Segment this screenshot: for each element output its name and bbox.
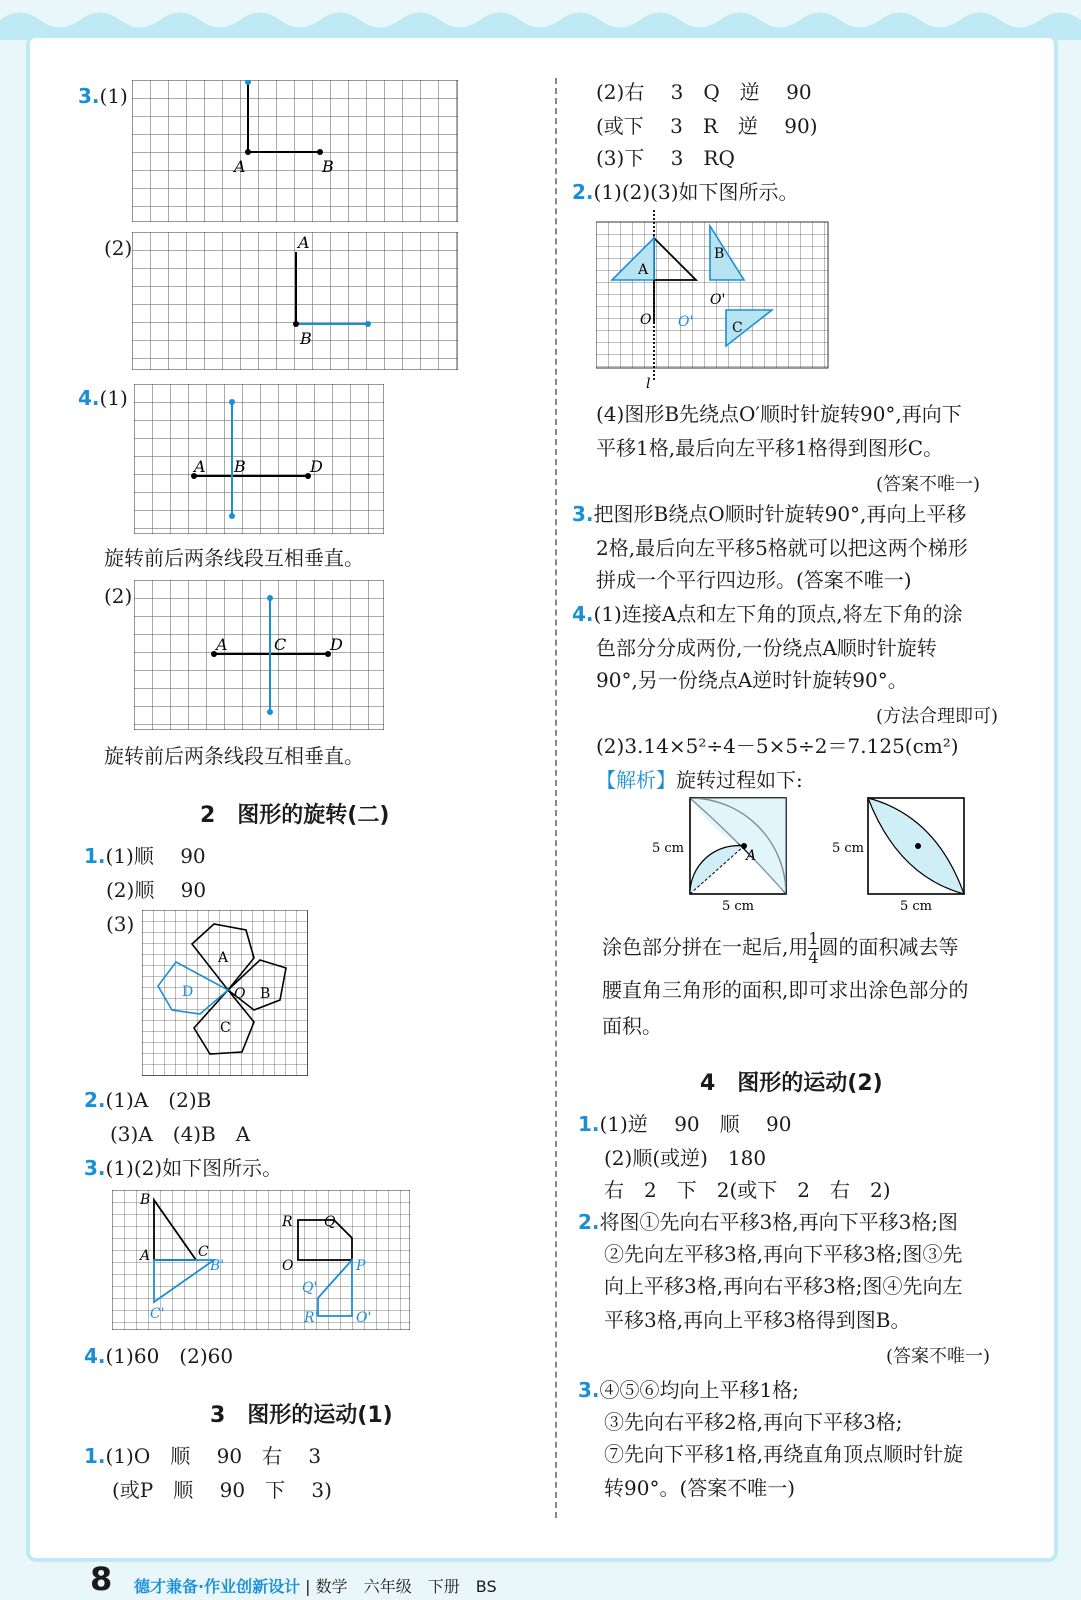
right-q2-l1: 2.(1)(2)(3)如下图所示。 — [572, 180, 799, 204]
top-wave-border — [0, 0, 1081, 40]
right-q4-note: (方法合理即可) — [876, 706, 999, 727]
right-q4-e1: 涂色部分拼在一起后,用 $\frac{1}{4}$ 圆的面积减去等 — [602, 929, 959, 967]
shape-a-label: A — [218, 950, 229, 966]
section-2-title: 2 图形的旋转(二) — [200, 803, 390, 828]
left-q3-grid2 — [132, 232, 458, 370]
dim-left-1: 5 cm — [652, 841, 685, 856]
sec4-q2-l1: 2.将图①先向右平移3格,再向下平移3格;图 — [578, 1210, 959, 1234]
sec2-q1-l3: (3) — [106, 912, 135, 936]
sec4-q3-l2: ③先向右平移2格,再向下平移3格; — [604, 1410, 903, 1434]
sec2-q1-l1: 1.(1)顺 90 — [84, 844, 206, 868]
shape-c: C — [732, 320, 743, 336]
footer-text: 德才兼备·作业创新设计 | 数学 六年级 下册 BS — [134, 1577, 497, 1596]
fraction-quarter: $\frac{1}{4}$ — [808, 929, 819, 967]
right-q2-grid — [596, 210, 832, 392]
left-q4-part2: (2) — [104, 584, 133, 608]
dim-left-2: 5 cm — [832, 841, 865, 856]
sec4-q3-l4: 转90°。(答案不唯一) — [604, 1476, 796, 1500]
label-d: D — [310, 457, 323, 476]
label-b: B — [234, 457, 246, 476]
right-q4-e3: 面积。 — [602, 1014, 662, 1038]
label-a: A — [216, 635, 228, 654]
left-q3-part2: (2) — [104, 236, 133, 260]
pt-b-prime: B' — [210, 1258, 225, 1274]
right-q3-l2: 2格,最后向左平移5格就可以把这两个梯形 — [596, 536, 968, 560]
label-d: D — [330, 635, 343, 654]
right-q2-l4b: 平移1格,最后向左平移1格得到图形C。 — [596, 436, 944, 460]
sec4-q1-l3: 右 2 下 2(或下 2 右 2) — [604, 1178, 891, 1202]
right-q4-l4: (2)3.14×5²÷4－5×5÷2＝7.125(cm²) — [596, 734, 959, 758]
dim-bottom-1: 5 cm — [722, 899, 755, 914]
left-q4-grid1 — [134, 384, 384, 534]
pt-q: Q — [324, 1214, 336, 1230]
label-c: C — [274, 635, 287, 654]
pt-p: P — [356, 1258, 366, 1274]
sec4-q3-l3: ⑦先向下平移1格,再绕直角顶点顺时针旋 — [604, 1442, 964, 1466]
shape-a: A — [638, 262, 649, 278]
sec2-q3-l1: 3.(1)(2)如下图所示。 — [84, 1156, 283, 1180]
left-q4-text1: 旋转前后两条线段互相垂直。 — [104, 546, 364, 570]
pt-o-prime-2: O' — [710, 292, 726, 308]
label-b: B — [322, 157, 334, 176]
sec4-q2-l4: 平移3格,再向上平移3格得到图B。 — [604, 1308, 911, 1332]
line-l: l — [646, 376, 651, 392]
right-q3-l3: 拼成一个平行四边形。(答案不唯一) — [596, 568, 912, 592]
sec3-q1-l1: 1.(1)O 顺 90 右 3 — [84, 1444, 322, 1468]
pt-o: O — [282, 1258, 294, 1274]
shape-c-label: C — [220, 1020, 231, 1036]
left-q4-grid2 — [134, 580, 384, 730]
dim-bottom-2: 5 cm — [900, 899, 933, 914]
section-3-title: 3 图形的运动(1) — [210, 1403, 393, 1428]
sec2-q2-l2: (3)A (4)B A — [110, 1122, 251, 1146]
page-number: 8 — [90, 1560, 113, 1598]
pt-o-prime-1: O' — [678, 314, 694, 330]
pt-r-prime: R' — [304, 1310, 319, 1326]
right-cont-l2: (或下 3 R 逆 90) — [596, 114, 818, 138]
pt-a: A — [746, 848, 757, 864]
right-cont-l3: (3)下 3 RQ — [596, 146, 735, 170]
sec2-q1-grid — [142, 910, 308, 1076]
pt-q-prime: Q' — [302, 1280, 318, 1296]
pt-r: R — [282, 1214, 293, 1230]
section-4-title: 4 图形的运动(2) — [700, 1071, 883, 1096]
left-q4-text2: 旋转前后两条线段互相垂直。 — [104, 744, 364, 768]
sec4-q2-note: (答案不唯一) — [886, 1346, 991, 1367]
shape-o-label: O — [234, 986, 246, 1002]
sec3-q1-l2: (或P 顺 90 下 3) — [112, 1478, 332, 1502]
shape-b: B — [714, 246, 725, 262]
sec4-q2-l2: ②先向左平移3格,再向下平移3格;图③先 — [604, 1242, 963, 1266]
label-a: A — [234, 157, 246, 176]
label-b: B — [300, 329, 312, 348]
sec2-q3-grid — [112, 1190, 410, 1330]
column-divider — [555, 78, 557, 1518]
right-q4-jiexi: 【解析】旋转过程如下: — [596, 768, 803, 792]
pt-a: A — [140, 1248, 151, 1264]
pt-o-prime: O' — [356, 1310, 372, 1326]
sec4-q2-l3: 向上平移3格,再向右平移3格;图④先向左 — [604, 1274, 963, 1298]
right-q2-l4a: (4)图形B先绕点O′顺时针旋转90°,再向下 — [596, 402, 962, 426]
sec2-q1-l2: (2)顺 90 — [106, 878, 207, 902]
right-q4-diagrams — [636, 796, 976, 916]
pt-c: C — [198, 1244, 209, 1260]
left-q3-grid1 — [132, 80, 458, 222]
right-cont-l1: (2)右 3 Q 逆 90 — [596, 80, 812, 104]
right-q4-e2: 腰直角三角形的面积,即可求出涂色部分的 — [602, 978, 969, 1002]
pt-c-prime: C' — [150, 1306, 165, 1322]
right-q4-l2: 色部分分成两份,一份绕点A顺时针旋转 — [596, 636, 937, 660]
left-q3-header: 3.(1) — [78, 84, 128, 108]
label-a: A — [298, 233, 310, 252]
shape-d-label: D — [182, 984, 194, 1000]
right-q4-l1: 4.(1)连接A点和左下角的顶点,将左下角的涂 — [572, 602, 963, 626]
right-q3-l1: 3.把图形B绕点O顺时针旋转90°,再向上平移 — [572, 502, 967, 526]
sec4-q1-l1: 1.(1)逆 90 顺 90 — [578, 1112, 792, 1136]
sec4-q1-l2: (2)顺(或逆) 180 — [604, 1146, 767, 1170]
shape-b-label: B — [260, 986, 271, 1002]
sec4-q3-l1: 3.④⑤⑥均向上平移1格; — [578, 1378, 799, 1402]
right-q4-l3: 90°,另一份绕点A逆时针旋转90°。 — [596, 668, 908, 692]
sec2-q4-l1: 4.(1)60 (2)60 — [84, 1344, 234, 1368]
left-q4-header: 4.(1) — [78, 386, 128, 410]
pt-o: O — [640, 312, 652, 328]
right-q2-note: (答案不唯一) — [876, 474, 981, 495]
label-a: A — [194, 457, 206, 476]
sec2-q2-l1: 2.(1)A (2)B — [84, 1088, 212, 1112]
pt-b: B — [140, 1192, 151, 1208]
